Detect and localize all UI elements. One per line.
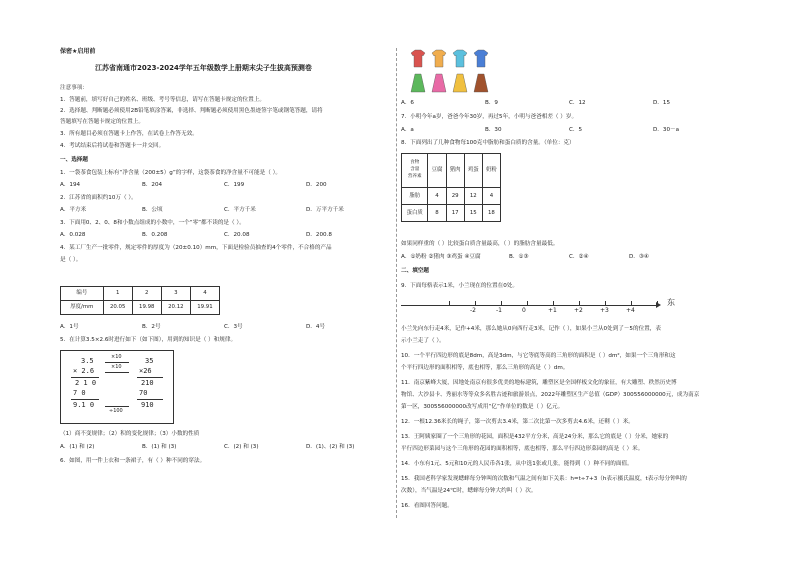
question-9-text: 示小兰走了（ ）。 (401, 338, 445, 344)
table-cell: 29 (446, 188, 464, 205)
question-5-facts: （1）商不变规律；（2）积的变化规律；（3）小数的性质 (60, 431, 200, 437)
calc-line: 3.5 (81, 357, 94, 365)
question-8: 8．下面列出了几种食物每100克中脂肪和蛋白质的含量。（单位：克） (401, 140, 575, 146)
tick-mark (657, 301, 658, 305)
option: A．0.028 (60, 232, 86, 238)
option: D．万平方千米 (306, 207, 344, 213)
shirt-icon (474, 50, 488, 67)
question-5: 5．在计算3.5×2.6时进行如下（如下图），用到的知识是（ ）和规律。 (60, 337, 237, 343)
tick-mark (605, 301, 606, 305)
table-cell: 8 (428, 205, 446, 222)
question-16: 16．看图回答问题。 (401, 503, 453, 509)
option: B．公顷 (142, 207, 163, 213)
table-cell: 脂肪 (402, 188, 428, 205)
table-cell: 食物 含量 营养素 (402, 154, 428, 188)
option: A．(1) 和 (2) (60, 444, 95, 450)
option: A．①奶粉 ②猪肉 ③鸡蛋 ④豆腐 (401, 254, 481, 260)
east-label: 东 (667, 298, 675, 307)
page-title: 江苏省南通市2023-2024学年五年级数学上册期末尖子生拔高预测卷 (95, 64, 312, 72)
option: B．①③ (509, 254, 529, 260)
question-1: 1．一袋茶食包装上标有“净含量（200±5）g”的字样，这袋茶食的净含量不可能是（ ）。 (60, 170, 281, 176)
question-8-follow: 如果同样重的（ ）比较蛋白质含量最高，（ ）的脂肪含量最低。 (401, 241, 559, 247)
calc-line: 2 1 0 (75, 379, 97, 387)
option: D．200.8 (306, 232, 332, 238)
calc-line: 7 0 (73, 389, 86, 397)
option: B．9 (485, 100, 498, 106)
tick-label: -1 (496, 307, 502, 314)
option: B．(1) 和 (3) (142, 444, 177, 450)
thickness-table (60, 286, 220, 315)
question-10-cont: 个平行四边形的面积相等，底也相等，那么三角形的高是（ ）dm。 (401, 365, 569, 371)
table-cell: 鸡蛋 (464, 154, 482, 188)
question-3: 3．下面用0、2、0、8和小数点组成的小数中，一个“零”都不读的是（ ）。 (60, 220, 245, 226)
table-cell: 12 (464, 188, 482, 205)
number-line (401, 296, 701, 320)
table-cell: 厚度/mm (61, 301, 104, 315)
question-2: 2．江苏省的面积约10万（ ）。 (60, 195, 137, 201)
question-11-cont: 物馆、大沙县卡、秀丽水等等众多名胜古迹和旅游景点，2022年雕塑区生产总值（GDP）300556000000元，成为南京 (401, 392, 700, 398)
option: A．a (401, 127, 414, 133)
tick-label: -2 (470, 307, 476, 314)
tick-label: 0 (522, 307, 526, 314)
calc-line: 210 (141, 379, 154, 387)
question-11-cont: 第一区，300556000000改写成用“亿”作单位的数是（ ）亿元。 (401, 404, 564, 410)
skirt-icon (432, 74, 446, 92)
option: D．③④ (629, 254, 649, 260)
calculation-figure (60, 350, 174, 424)
table-cell: 1 (103, 287, 132, 301)
calc-line: 35 (145, 357, 154, 365)
option: B．0.208 (142, 232, 168, 238)
question-11: 11．南京紫峰大厦，因地处南京有很多优美的地标建筑，雕塑区是全国样板文化的象征，有大雕塑、秩然历史博 (401, 380, 677, 386)
option: D．15 (653, 100, 671, 106)
skirt-icon (474, 74, 488, 92)
arrow-label: ×10 (111, 364, 122, 370)
table-cell: 编号 (61, 287, 104, 301)
question-9: 9．下面每格表示1米，小兰现在的位置在0处。 (401, 283, 518, 289)
option: D．200 (306, 182, 327, 188)
table-cell: 20.12 (161, 301, 190, 315)
option: D．(1)、(2) 和 (3) (306, 444, 355, 450)
section-heading: 二、填空题 (401, 268, 429, 274)
table-cell: 2 (132, 287, 161, 301)
question-10: 10．一个平行四边形的底是8dm，高是3dm，与它等底等高的三角形的面积是（ ）dm²，如果一个三角形和这 (401, 353, 676, 359)
shirt-icon (411, 50, 425, 67)
question-12: 12．一根12.36米长的绳子，第一次剪去3.4米，第二次比第一次多剪去4.6米，还剩（ ）米。 (401, 419, 634, 425)
tick-mark (579, 301, 580, 305)
secret-label: 保密★启用前 (60, 48, 96, 55)
calc-line: ×26 (139, 367, 152, 375)
option: C．(2) 和 (3) (224, 444, 259, 450)
option: C．20.08 (224, 232, 250, 238)
question-4: 4．某工厂生产一批零件，规定零件的厚度为（20±0.10）mm，下面是检验员抽查的4个零件，不合格的产品 (60, 245, 332, 251)
option: C．3号 (224, 324, 243, 330)
table-cell: 猪肉 (446, 154, 464, 188)
table-cell: 4 (190, 287, 219, 301)
question-9-text: 小兰先向东行走4米，记作+4米，那么她从0向西行走3米，记作（ ），如果小兰从0处到了－5的位置，表 (401, 326, 661, 332)
table-cell: 15 (464, 205, 482, 222)
option: B．30 (485, 127, 502, 133)
tick-mark (475, 301, 476, 305)
option: C．199 (224, 182, 245, 188)
note-line: 3．所有题目必须在答题卡上作答，在试卷上作答无效。 (60, 131, 198, 137)
tick-label: +1 (548, 307, 557, 314)
arrow-left-icon (105, 406, 129, 407)
calc-line: 910 (141, 401, 154, 409)
clothing-icons (407, 48, 497, 96)
shirt-icon (432, 50, 446, 67)
question-15-cont: 次数），当气温是24℃时，蟋蟀每分钟大约叫（ ）次。 (401, 488, 537, 494)
option: B．2号 (142, 324, 161, 330)
table-cell: 豆腐 (428, 154, 446, 188)
table-cell: 17 (446, 205, 464, 222)
calc-rule (71, 377, 99, 378)
tick-mark (527, 301, 528, 305)
tick-label: +4 (626, 307, 635, 314)
calc-line: × 2.6 (73, 367, 95, 375)
calc-line: 9.1 0 (73, 401, 95, 409)
option: A．6 (401, 100, 414, 106)
option: A．194 (60, 182, 81, 188)
question-13: 13．王阿姨家圈了一个三角形的花园，面积是432平方分米，高是24分米，那么它的底是（ ）分米，她家的 (401, 434, 669, 440)
table-cell: 4 (482, 188, 500, 205)
option: C．②④ (569, 254, 589, 260)
calc-rule (71, 399, 99, 400)
note-line: 答题填写在答题卡规定的位置上。 (60, 119, 144, 125)
table-cell: 19.91 (190, 301, 219, 315)
notes-heading: 注意事项： (60, 85, 88, 91)
column-divider (396, 48, 397, 518)
tick-label: +2 (574, 307, 583, 314)
skirt-icon (453, 74, 467, 92)
option: C．平方千米 (224, 207, 256, 213)
option: C．12 (569, 100, 586, 106)
note-line: 4．考试结束后将试卷和答题卡一并交回。 (60, 143, 165, 149)
question-13-cont: 平行四边形菜园与这个三角形的花园的面积相等，底也相等，那么平行四边形菜园的高是（ ）米。 (401, 446, 644, 452)
option: B．204 (142, 182, 163, 188)
option: C．5 (569, 127, 583, 133)
option: D．4号 (306, 324, 326, 330)
question-4-cont: 是（ ）。 (60, 257, 82, 263)
question-14: 14．小东有1元、5元和10元的人民币各1张，从中选1张或几张，能得到（ ）种不同的面值。 (401, 461, 633, 467)
tick-mark (631, 301, 632, 305)
table-cell: 19.98 (132, 301, 161, 315)
skirt-icon (411, 74, 425, 92)
calc-rule (137, 377, 163, 378)
question-6: 6．如图，用一件上衣和一条裙子，有（ ）种不同的穿法。 (60, 458, 206, 464)
clothing-figure (407, 48, 497, 96)
table-cell: 蛋白质 (402, 205, 428, 222)
tick-mark (501, 301, 502, 305)
option: A．平方米 (60, 207, 87, 213)
table-cell: 18 (482, 205, 500, 222)
option: A．1号 (60, 324, 79, 330)
arrow-label: ÷100 (109, 408, 123, 414)
option: D．30－a (653, 127, 680, 133)
calc-line: 70 (139, 389, 148, 397)
shirt-icon (453, 50, 467, 67)
table-cell: 3 (161, 287, 190, 301)
section-heading: 一、选择题 (60, 157, 88, 163)
tick-mark (553, 301, 554, 305)
nutrition-table (401, 153, 501, 222)
tick-mark (449, 301, 450, 305)
table-cell: 奶粉 (482, 154, 500, 188)
arrow-right-icon (105, 372, 129, 373)
note-line: 1．答题前，填写好自己的姓名、班级、考号等信息，请写在答题卡规定的位置上。 (60, 97, 265, 103)
tick-label: +3 (600, 307, 609, 314)
number-line-axis (401, 305, 659, 306)
question-7: 7．小明今年a岁，爸爸今年30岁，再过5年，小明与爸爸相差（ ）岁。 (401, 114, 578, 120)
note-line: 2．选择题、判断题必须使用2B铅笔填涂答案，非选择、判断题必须使用黑色墨迹签字笔或钢笔答题，请将 (60, 108, 323, 114)
table-cell: 4 (428, 188, 446, 205)
arrow-label: ×10 (111, 354, 122, 360)
question-15: 15．我国老科学家发现蟋蟀每分钟叫的次数和气温之间有如下关系：h=t÷7+3（h表示摄氏温度，t表示每分钟叫的 (401, 476, 687, 482)
calc-rule (137, 399, 163, 400)
arrow-right-icon (105, 362, 129, 363)
table-cell: 20.05 (103, 301, 132, 315)
